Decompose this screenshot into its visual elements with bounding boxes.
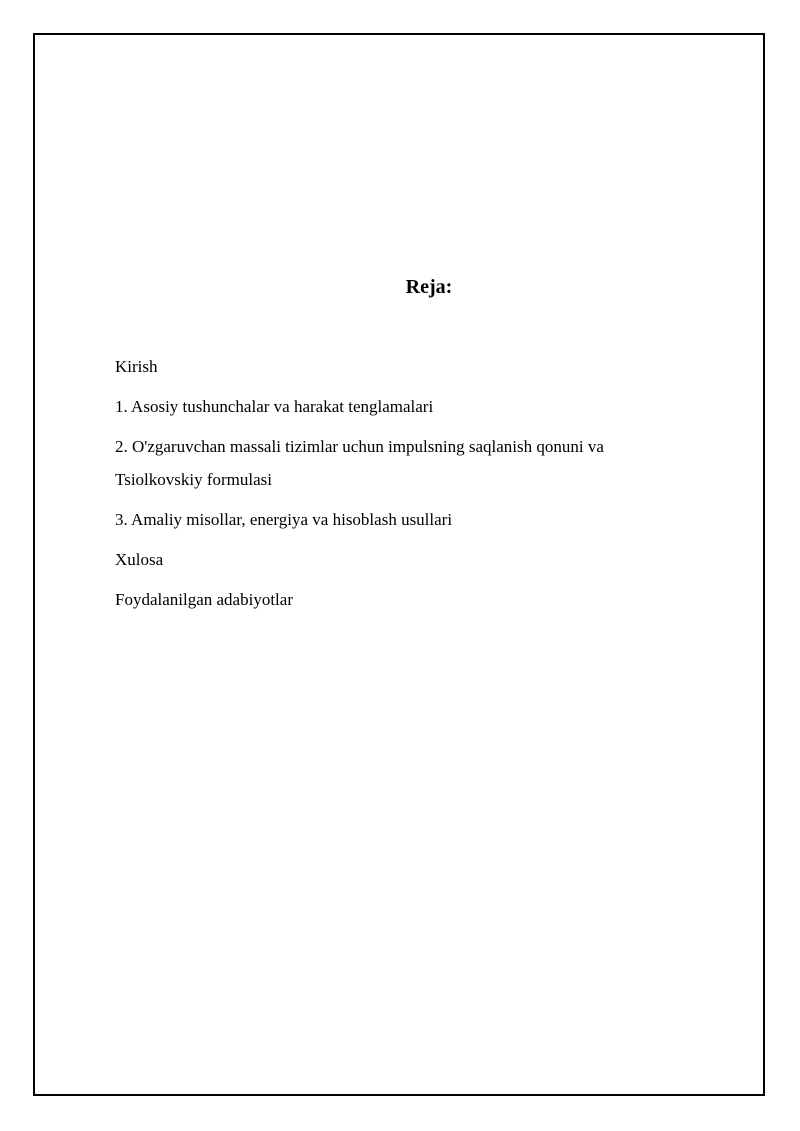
plan-item-3: 3. Amaliy misollar, energiya va hisoblash usullari — [115, 510, 453, 529]
page-title: Reja: — [405, 276, 453, 298]
plan-item-references: Foydalanilgan adabiyotlar — [115, 590, 293, 609]
plan-list — [115, 350, 695, 623]
plan-item-introduction: Kirish — [115, 357, 158, 376]
plan-item-conclusion: Xulosa — [115, 550, 164, 569]
plan-item-1: 1. Asosiy tushunchalar va harakat tenglamalari — [115, 397, 434, 416]
plan-item-2: 2. O'zgaruvchan massali tizimlar uchun impulsning saqlanish qonuni va Tsiolkovskiy formulasi — [115, 437, 604, 489]
